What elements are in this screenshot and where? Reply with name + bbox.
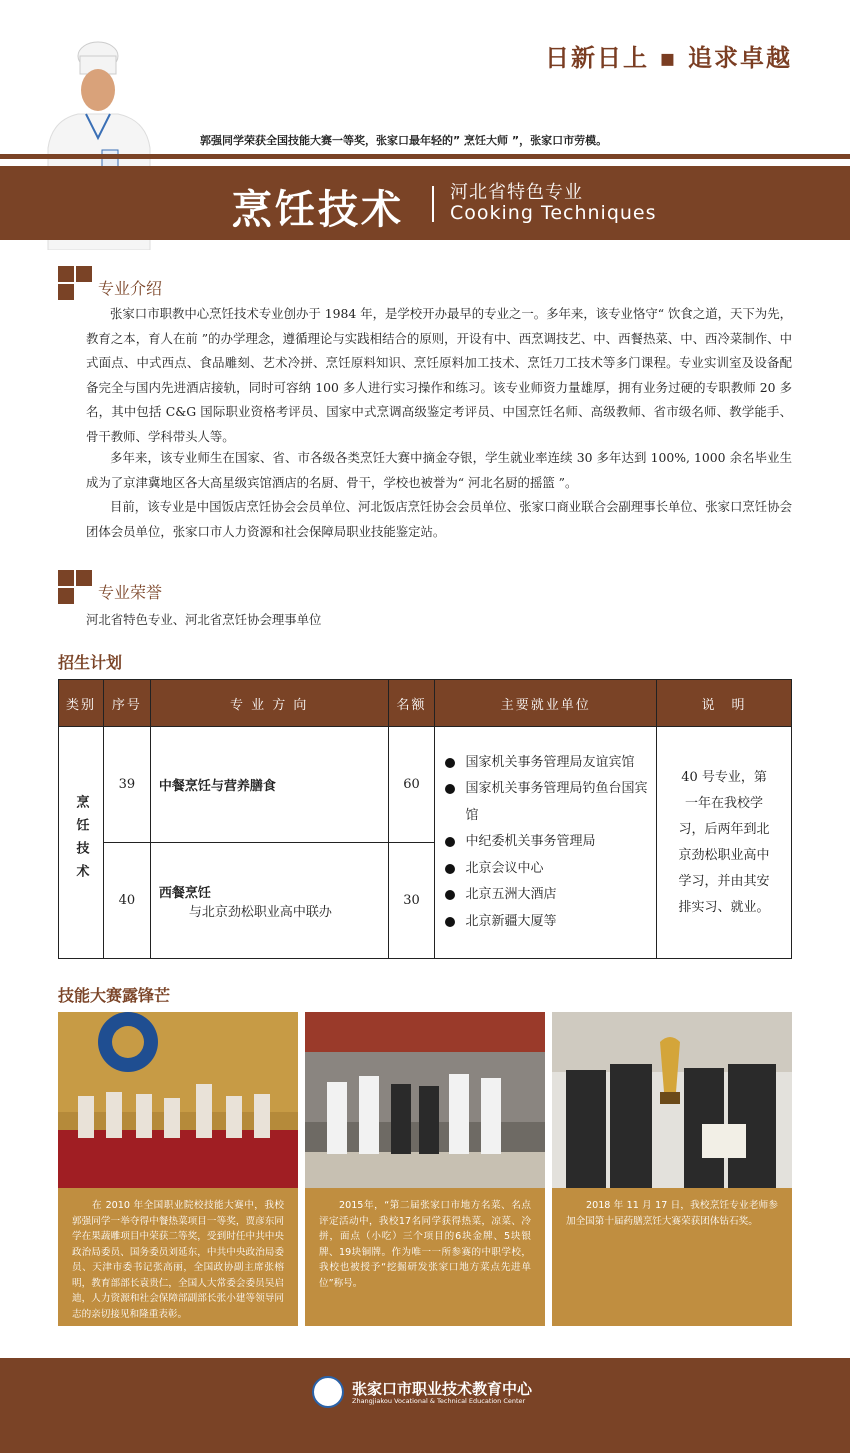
direction-label: 西餐烹饪 <box>158 885 211 901</box>
header-employers: 主要就业单位 <box>435 680 657 727</box>
bullet-icon <box>445 758 455 768</box>
direction-sub: 与北京劲松职业高中联办 <box>188 904 332 920</box>
list-item: 国家机关事务管理局友谊宾馆 <box>445 750 648 777</box>
list-item: 北京新疆大厦等 <box>445 909 648 936</box>
contest-caption-1: 在 2010 年全国职业院校技能大赛中，我校郭强同学一举夺得中餐热菜项目一等奖，贾彦东同学在果蔬雕项目中荣获二等奖，受到时任中共中央政治局委员、国务委员刘延东，中共中央政治局委员、天津市委书记张高丽，全国政协副主席张榕明，教育部部长袁贵仁，全国人大常委会委员吴启迪，人力资源和社会保障部副部长张小建等领导同志的亲切接见和隆重表彰。 <box>58 1188 298 1326</box>
banner-subtitle-cn: 河北省特色专业 <box>450 182 583 203</box>
contest-photo-2 <box>305 1012 545 1188</box>
footer <box>0 1358 850 1453</box>
school-logo-icon <box>312 1376 344 1408</box>
header-direction: 专 业 方 向 <box>150 680 388 727</box>
table-row <box>59 727 792 843</box>
slogan: 日新日上 ▪ 追求卓越 <box>545 44 792 72</box>
banner-subtitle-en: Cooking Techniques <box>450 202 657 224</box>
list-item: 中纪委机关事务管理局 <box>445 829 648 856</box>
row-quota: 30 <box>388 843 435 959</box>
header-quota: 名额 <box>388 680 435 727</box>
banner-divider <box>432 186 434 222</box>
top-band <box>0 154 850 159</box>
honor-text: 河北省特色专业、河北省烹饪协会理事单位 <box>86 612 322 627</box>
squares-icon <box>58 570 92 604</box>
header-number: 序号 <box>103 680 150 727</box>
bullet-icon <box>445 837 455 847</box>
intro-paragraph-3: 目前，该专业是中国饭店烹饪协会会员单位、河北饭店烹饪协会会员单位、张家口商业联合会副理事长单位、张家口烹饪协会团体会员单位，张家口市人力资源和社会保障局职业技能鉴定站。 <box>86 499 792 539</box>
table-header-row <box>59 680 792 727</box>
footer-school-name-en: Zhangjiakou Vocational & Technical Education Center <box>352 1397 526 1405</box>
contest-caption-3: 2018 年 11 月 17 日，我校烹饪专业老师参加全国第十届药膳烹饪大赛荣获团体钻石奖。 <box>552 1188 792 1326</box>
intro-paragraph-2: 多年来，该专业师生在国家、省、市各级各类烹饪大赛中摘金夺银，学生就业率连续 30 多年达到 100%, 1000 余名毕业生成为了京津冀地区各大高星级宾馆酒店的名厨、骨干，学校也被誉为“ 河北名厨的摇篮 ”。 <box>86 450 792 490</box>
list-item: 北京五洲大酒店 <box>445 882 648 909</box>
enrollment-table <box>58 679 792 959</box>
bullet-icon <box>445 917 455 927</box>
contest-photo-1 <box>58 1012 298 1188</box>
intro-heading-label: 专业介绍 <box>98 279 163 298</box>
employers-cell <box>435 727 657 959</box>
title-banner <box>0 166 850 240</box>
direction-label: 中餐烹饪与营养膳食 <box>158 779 276 794</box>
contest-photo-3 <box>552 1012 792 1188</box>
contest-heading: 技能大赛露锋芒 <box>58 986 171 1005</box>
intro-paragraph-1: 张家口市职教中心烹饪技术专业创办于 1984 年，是学校开办最早的专业之一。多年来，该专业恪守“ 饮食之道，天下为先，教育之本，育人在前 ”的办学理念，遵循理论与实践相结合的原则，开设有中、西烹调技艺、中、西餐热菜、中、西冷菜制作、中式面点、中式西点、食品雕刻、艺术冷拼、烹饪原料知识、烹饪原料加工技术、烹饪刀工技术等多门课程。专业实训室及设备配备完全与国内先进酒店接轨，同时可容纳 100 多人进行实习操作和练习。该专业师资力量雄厚，拥有业务过硬的专职教师 20 多名，其中包括 C&G 国际职业资格考评员、国家中式烹调高级鉴定考评员、中国烹饪名师、高级教师、省市级名师、教学能手、骨干教师、学科带头人等。 <box>86 306 792 444</box>
chef-caption: 郭强同学荣获全国技能大赛一等奖，张家口最年轻的” 烹饪大师 ”，张家口市劳模。 <box>200 134 608 147</box>
row-quota: 60 <box>388 727 435 843</box>
list-item: 北京会议中心 <box>445 856 648 883</box>
bullet-icon <box>445 784 455 794</box>
category-cell <box>59 727 104 959</box>
category-label: 烹饪技术 <box>73 794 89 887</box>
row-direction <box>150 727 388 843</box>
list-item: 国家机关事务管理局钓鱼台国宾馆 <box>445 776 648 829</box>
plan-heading: 招生计划 <box>58 653 123 672</box>
header-category: 类别 <box>59 680 104 727</box>
honor-heading-label: 专业荣誉 <box>98 583 163 602</box>
banner-title: 烹饪技术 <box>232 187 404 233</box>
note-cell: 40 号专业，第一年在我校学习，后两年到北京劲松职业高中学习，并由其安排实习、就业。 <box>657 727 792 959</box>
bullet-icon <box>445 864 455 874</box>
contest-caption-2: 2015年，“第二届张家口市地方名菜、名点评定活动中，我校17名同学获得热菜，凉菜、冷拼，面点（小吃）三个项目的6块金牌、5块银牌、19块铜牌。作为唯一一所参赛的中职学校，我校也被授予“挖掘研发张家口地方菜点先进单位”称号。 <box>305 1188 545 1326</box>
row-number: 39 <box>103 727 150 843</box>
header-note: 说 明 <box>657 680 792 727</box>
squares-icon <box>58 266 92 300</box>
bullet-icon <box>445 890 455 900</box>
footer-school-name: 张家口市职业技术教育中心 <box>352 1380 533 1398</box>
row-number: 40 <box>103 843 150 959</box>
row-direction <box>150 843 388 959</box>
